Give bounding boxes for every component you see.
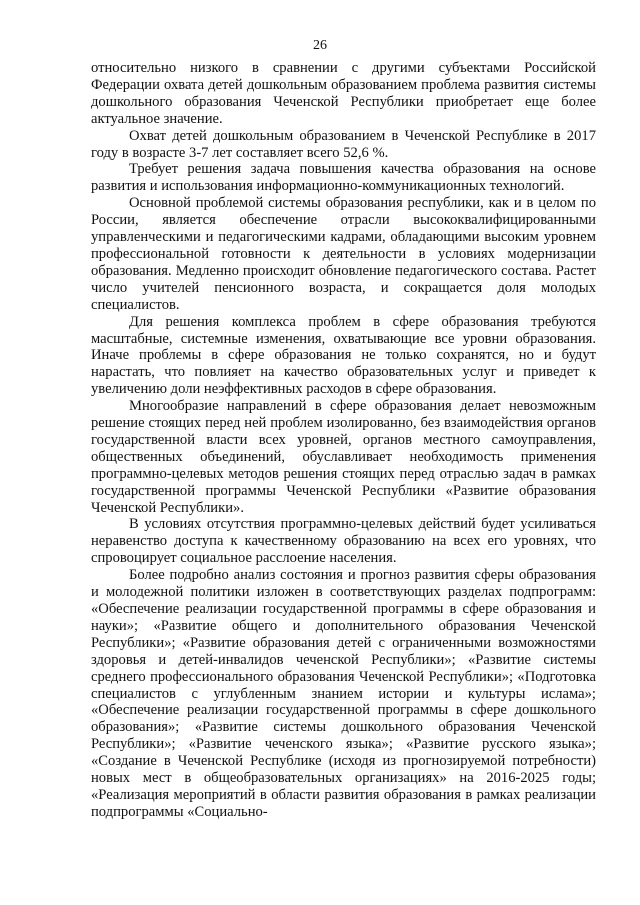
paragraph-continuation: относительно низкого в сравнении с другими субъектами Российской Федерации охвата детей дошкольным образованием проблема развития системы дошкольного образования Чеченской Республики приобретает еще более актуальное значение.: [91, 60, 596, 127]
body-text: [91, 60, 596, 821]
paragraph: Требует решения задача повышения качества образования на основе развития и использования информационно-коммуникационных технологий.: [91, 161, 596, 195]
paragraph: В условиях отсутствия программно-целевых действий будет усиливаться неравенство доступа к качественному образованию на всех его уровнях, что спровоцирует социальное расслоение населения.: [91, 516, 596, 567]
page-number: 26: [313, 38, 327, 53]
paragraph: Многообразие направлений в сфере образования делает невозможным решение стоящих перед ней проблем изолированно, без взаимодействия органов государственной власти всех уровней, органов местного самоуправления, общественных объединений, обуславливает необходимость применения программно-целевых методов решения стоящих перед отраслью задач в рамках государственной программы Чеченской Республики «Развитие образования Чеченской Республики».: [91, 398, 596, 516]
paragraph: Для решения комплекса проблем в сфере образования требуются масштабные, системные изменения, охватывающие все уровни образования. Иначе проблемы в сфере образования не только сохранятся, но и будут нарастать, что повлияет на качество образовательных услуг и приведет к увеличению доли неэффективных расходов в сфере образования.: [91, 313, 596, 398]
paragraph: Более подробно анализ состояния и прогноз развития сферы образования и молодежной политики изложен в соответствующих разделах подпрограмм: «Обеспечение реализации государственной программы в сфере образования и науки»; «Развитие общего и дополнительного образования Чеченской Республики»; «Развитие образования детей с ограниченными возможностями здоровья и детей-инвалидов чеченской Республики»; «Развитие системы среднего профессионального образования Чеченской Республики»; «Подготовка специалистов с углубленным знанием истории и культуры ислама»; «Обеспечение реализации государственной программы в сфере дошкольного образования»; «Развитие системы дошкольного образования Чеченской Республики»; «Развитие чеченского языка»; «Развитие русского языка»; «Создание в Чеченской Республике (исходя из прогнозируемой потребности) новых мест в общеобразовательных организациях» на 2016-2025 годы; «Реализация мероприятий в области развития образования в рамках реализации подпрограммы «Социально-: [91, 567, 596, 820]
paragraph: Охват детей дошкольным образованием в Чеченской Республике в 2017 году в возрасте 3-7 лет составляет всего 52,6 %.: [91, 127, 596, 161]
paragraph: Основной проблемой системы образования республики, как и в целом по России, является обеспечение отрасли высококвалифицированными управленческими и педагогическими кадрами, обладающими высоким уровнем профессиональной готовности к деятельности в условиях модернизации образования. Медленно происходит обновление педагогического состава. Растет число учителей пенсионного возраста, и сокращается доля молодых специалистов.: [91, 195, 596, 313]
